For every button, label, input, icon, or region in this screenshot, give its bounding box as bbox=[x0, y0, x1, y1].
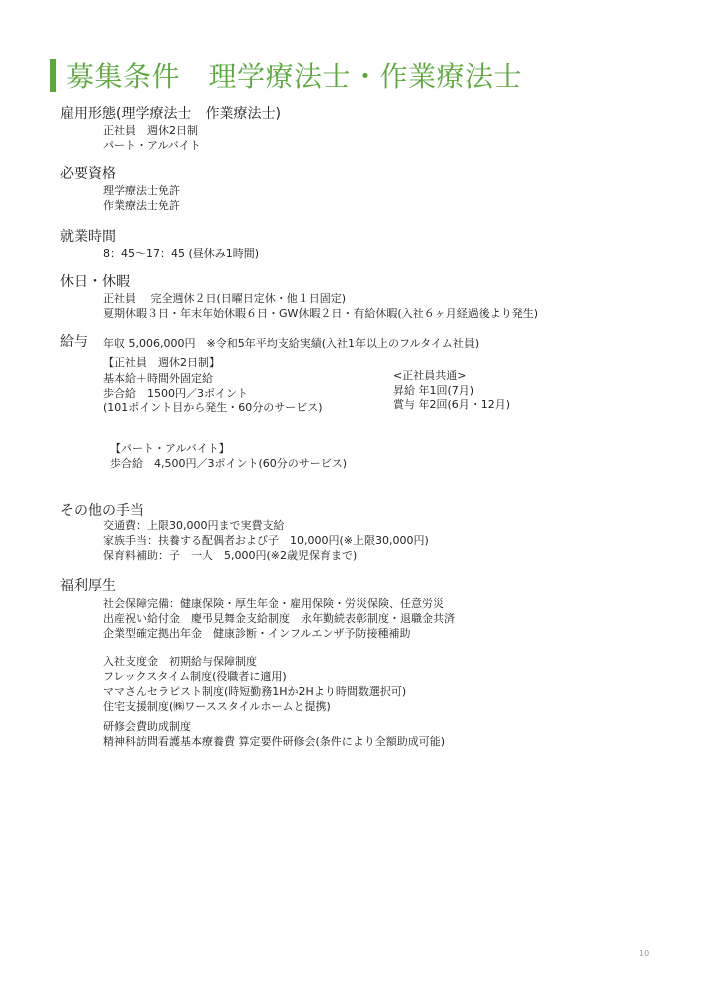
parttime-salary-line: 歩合給 4,500円／3ポイント(60分のサービス) bbox=[110, 457, 348, 470]
employment-heading: 雇用形態(理学療法士 作業療法士) bbox=[60, 106, 281, 122]
qualifications-heading: 必要資格 bbox=[60, 166, 116, 182]
qualification-line: 理学療法士免許 bbox=[103, 184, 180, 197]
fulltime-salary-line: (101ポイント目から発生・60分のサービス) bbox=[103, 401, 323, 414]
welfare-line: 入社支度金 初期給与保障制度 bbox=[103, 655, 257, 668]
hours-heading: 就業時間 bbox=[60, 229, 116, 245]
qualification-line: 作業療法士免許 bbox=[103, 199, 180, 212]
salary-annual: 年収 5,006,000円 ※令和5年平均支給実績(入社1年以上のフルタイム社員) bbox=[103, 337, 480, 350]
fulltime-salary-title: 【正社員 週休2日制】 bbox=[103, 356, 220, 369]
common-line: 昇給 年1回(7月) bbox=[393, 384, 475, 397]
hours-line: 8：45～17：45 (昼休み1時間) bbox=[103, 247, 260, 260]
page-title: 募集条件 理学療法士・作業療法士 bbox=[66, 60, 523, 93]
welfare-line: 社会保障完備：健康保険・厚生年金・雇用保険・労災保険、任意労災 bbox=[103, 597, 444, 610]
welfare-heading: 福利厚生 bbox=[60, 578, 116, 594]
common-title: <正社員共通> bbox=[393, 369, 467, 382]
welfare-line: 住宅支援制度(㈱ワーススタイルホームと提携) bbox=[103, 700, 331, 713]
page-title-block bbox=[50, 57, 522, 93]
welfare-line: ママさんセラピスト制度(時短勤務1Hか2Hより時間数選択可) bbox=[103, 685, 407, 698]
fulltime-salary-line: 歩合給 1500円／3ポイント bbox=[103, 387, 248, 400]
allowances-heading: その他の手当 bbox=[60, 503, 144, 519]
allowance-line: 交通費：上限30,000円まで実費支給 bbox=[103, 519, 285, 532]
page-number: 10 bbox=[639, 949, 650, 958]
allowance-line: 家族手当：扶養する配偶者および子 10,000円(※上限30,000円) bbox=[103, 534, 429, 547]
holidays-line: 正社員 完全週休２日(日曜日定休・他１日固定) bbox=[103, 292, 347, 305]
fulltime-salary-line: 基本給＋時間外固定給 bbox=[103, 372, 213, 385]
holidays-heading: 休日・休暇 bbox=[60, 274, 130, 290]
employment-line: 正社員 週休2日制 bbox=[103, 124, 198, 137]
parttime-salary-title: 【パート・アルバイト】 bbox=[110, 442, 230, 455]
common-line: 賞与 年2回(6月・12月) bbox=[393, 398, 511, 411]
salary-heading: 給与 bbox=[60, 334, 88, 350]
welfare-line: 研修会費助成制度 bbox=[103, 720, 191, 733]
welfare-line: フレックスタイム制度(役職者に適用) bbox=[103, 670, 287, 683]
welfare-line: 精神科訪問看護基本療養費 算定要件研修会(条件により全額助成可能) bbox=[103, 735, 446, 748]
employment-line: パート・アルバイト bbox=[103, 139, 201, 152]
welfare-line: 出産祝い給付金 慶弔見舞金支給制度 永年勤続表彰制度・退職金共済 bbox=[103, 612, 455, 625]
allowance-line: 保育料補助：子 一人 5,000円(※2歳児保育まで) bbox=[103, 549, 358, 562]
welfare-line: 企業型確定拠出年金 健康診断・インフルエンザ予防接種補助 bbox=[103, 627, 411, 640]
holidays-line: 夏期休暇３日・年末年始休暇６日・GW休暇２日・有給休暇(入社６ヶ月経過後より発生) bbox=[103, 307, 538, 320]
title-accent-bar bbox=[50, 59, 56, 92]
